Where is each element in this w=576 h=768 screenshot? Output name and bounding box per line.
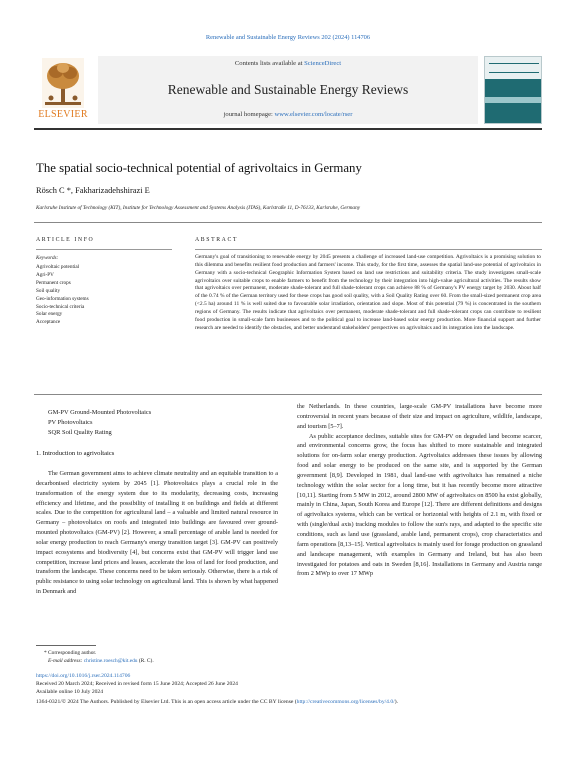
abbreviation-item: GM-PV Ground-Mounted Photovoltaics [48, 409, 152, 416]
license-link[interactable]: http://creativecommons.org/licenses/by/4.0/ [296, 699, 395, 705]
keyword-item: Agri-PV [36, 271, 54, 278]
abstract-bottom-divider [34, 394, 542, 395]
journal-title: Renewable and Sustainable Energy Reviews [167, 82, 409, 97]
abstract-text: Germany's goal of transitioning to renewable energy by 2045 presents a challenge of increased land-use competition. Agrivoltaics is a promising solution to this dilemma and benefits resilient food production and farmers' income. This study, for the first time, assesses the spatial land-use potential of agrivoltaics in Germany with a socio-technical Geographic Information System based on land use restrictions and suitability criteria. The study investigates small-scale agrivoltaics over suitable crops to enable farmers to benefit from the technology by their integration into high-value agricultural activities. The results show that agrivoltaics over permanent, moderate shade-tolerant and full shade-tolerant crops can achieve 88 % of Germany's PV energy target by 2030. About half of the 0.74 % of the German territory used for these crops has good soil quality, with a Soil Quality Rating over 60. From the small-sized permanent crop area (<2.5 ha) around 11 % is well suited due to favourable solar irradiation, orientation and slope. Most of this potential (79 %) is concentrated in the southern regions of Germany. The results indicate that agrivoltaics over permanent, moderate shade-tolerant and full shade-tolerant crops can contribute to resilient food production in small-scale farm businesses and to the political goal to increase land-based solar energy production. More financial support and further research are needed to identify the obstacles, and better understand stakeholders' perspectives on agrivoltaics and its integration into the landscape. [195, 254, 541, 331]
section-heading: 1. Introduction to agrivoltaics [36, 450, 115, 457]
license-statement [36, 699, 542, 705]
body-paragraph: the Netherlands. In these countries, large-scale GM-PV installations have become more controversial in recent years because of their size and impact on agriculture, wildlife, landscape, and tourism [5–7]. [297, 403, 542, 430]
abstract-heading: ABSTRACT [195, 237, 239, 243]
body-paragraph: As public acceptance declines, suitable sites for GM-PV on degraded land become scarcer, and environmental concerns grow, the focus has shifted to more sustainable and integrated solutions for on-farm solar energy production. Agrivoltaics addresses these issues by allowing food and solar energy to be produced on the same site, and is supported by the German government [8,9]. Developed in 1981, dual land-use with agrivoltaics has remained a niche technology within the solar sector for a long time, but it has recently become more attractive [10,11]. Starting from 5 MW in 2012, around 2800 MW of agrivoltaics on 8500 ha exist globally, mainly in China, Japan, South Korea and Europe [12]. There are different definitions and designs of agrivoltaics systems, which can be vertical or horizontal with heights of 2.1 m, with fixed or with (single/dual axis) tracking modules to follow the sun's rays, and adapted to the specific site conditions, such as land use (grassland, arable land, permanent crops), crop characteristics and farm operations [8,13–15]. Vertical agrivoltaics is mainly used for forage production on grassland and landscape management, with examples in Germany and Ireland, but has also been investigated for potatoes and oats in Sweden [8,16]. Installations in Germany and Austria range from 2 MWp to over 17 MWp [297, 432, 542, 578]
footnote-divider [36, 645, 96, 646]
doi-link[interactable]: https://doi.org/10.1016/j.rser.2024.114706 [36, 673, 131, 679]
article-title: The spatial socio-technical potential of agrivoltaics in Germany [36, 161, 362, 175]
body-left-column [36, 469, 278, 597]
body-paragraph: The German government aims to achieve climate neutrality and an equitable transition to a decarbonised electricity system by 2045 [1]. Photovoltaics plays a crucial role in the transformation of the energy system due to its modularity, decreasing costs, increasing efficiency and lifetime, and the possibility of installing it on buildings and fields at different scales. Due to the competition for agricultural land – a valuable and limited natural resource in Germany – photovoltaics on roofs and integrated into buildings are favoured over ground-mounted photovoltaics (GM-PV) [2]. However, a small percentage of arable land is needed for solar energy production to reach Germany's energy transition target [3]. GM-PV can positively impact ecosystems and biodiversity [4], but concerns exist that GM-PV will trigger land use competition, increase land prices and leases, accelerate the loss of land for food production, and transform the landscape. These concerns need to be taken seriously. Otherwise, there is a risk of public resistance to using solar technology on agricultural land. This is shown by what happened in Denmark and [36, 470, 278, 596]
author-affiliation: Karlsruhe Institute of Technology (KIT), Institute for Technology Assessment and Systems Analysis (ITAS), Karlstraße 11, D-76133, Karlsruhe, Germany [36, 205, 361, 211]
abbreviation-item: SQR Soil Quality Rating [48, 429, 112, 436]
journal-cover-thumbnail-icon[interactable] [484, 56, 542, 124]
cover-title-lines [489, 63, 539, 73]
elsevier-tree-logo-icon[interactable] [34, 56, 92, 124]
homepage-prefix: journal homepage: [223, 111, 275, 118]
keyword-item: Agrivoltaic potential [36, 264, 80, 270]
sciencedirect-link[interactable]: ScienceDirect [304, 60, 342, 67]
contents-available-line [98, 60, 478, 67]
header-divider [34, 128, 542, 130]
available-online-date: Available online 10 July 2024 [36, 689, 104, 695]
abstract-divider [195, 249, 542, 250]
abbreviation-item: PV Photovoltaics [48, 419, 93, 426]
body-right-column [297, 402, 542, 579]
received-dates: Received 20 March 2024; Received in revised form 15 June 2024; Accepted 26 June 2024 [36, 681, 238, 687]
publisher-logo-text: ELSEVIER [38, 109, 88, 120]
corresponding-author-note: * Corresponding author. [44, 650, 97, 656]
contents-prefix: Contents lists available at [234, 60, 305, 67]
author-list[interactable]: Rösch C *, Fakharizadehshirazi E [36, 186, 150, 195]
keywords-list [36, 264, 172, 327]
article-info-divider [36, 249, 172, 250]
article-info-heading: ARTICLE INFO [36, 237, 95, 243]
keywords-label: Keywords: [36, 255, 59, 261]
license-prefix: 1364-0321/© 2024 The Authors. Published by Elsevier Ltd. This is an open access article under the CC BY license ( [36, 699, 297, 705]
abbreviations-list [48, 408, 151, 438]
masthead [34, 56, 542, 124]
journal-citation[interactable]: Renewable and Sustainable Energy Reviews 202 (2024) 114706 [205, 34, 371, 41]
email-label: E-mail address: [48, 658, 84, 664]
author-email-link[interactable]: christine.roesch@kit.edu [83, 658, 138, 664]
journal-homepage-link[interactable]: www.elsevier.com/locate/rser [274, 111, 353, 118]
cover-band [485, 97, 542, 103]
keyword-item: Solar energy [36, 311, 63, 318]
keyword-item: Socio-technical criteria [36, 303, 85, 310]
title-divider [34, 222, 542, 223]
journal-homepage-line [98, 111, 478, 118]
license-suffix: ). [394, 699, 398, 705]
keyword-item: Geo-information systems [36, 295, 89, 302]
keyword-item: Permanent crops [36, 279, 71, 286]
email-suffix: (R. C). [137, 658, 154, 664]
email-note [48, 658, 154, 664]
tree-emblem-icon [42, 58, 84, 108]
masthead-band [98, 56, 478, 124]
keyword-item: Acceptance [36, 319, 61, 326]
keyword-item: Soil quality [36, 287, 61, 294]
